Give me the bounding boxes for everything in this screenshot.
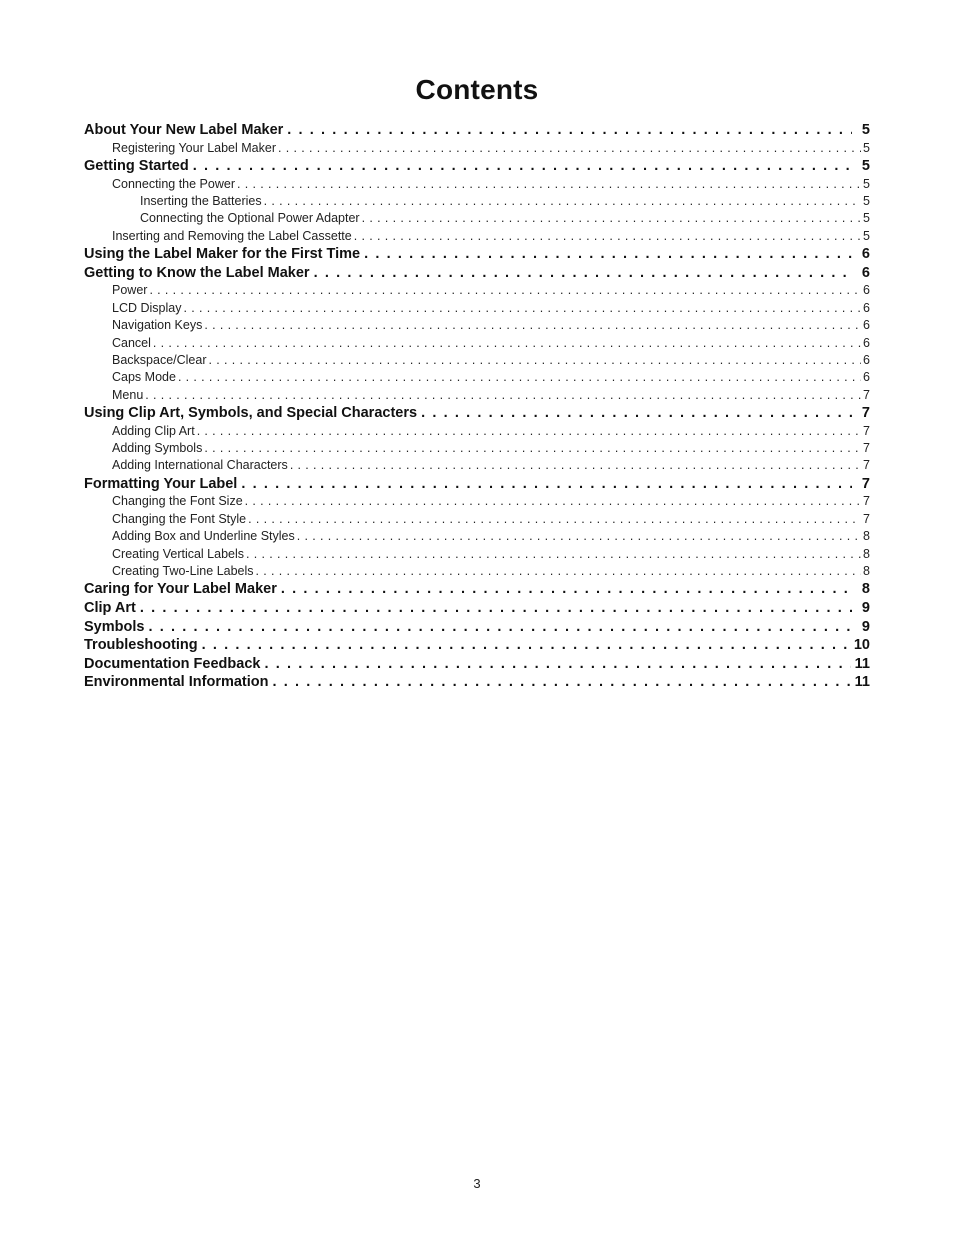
toc-entry-label: Power xyxy=(112,283,148,298)
toc-entry-page-number: 9 xyxy=(861,618,870,635)
dot-leader xyxy=(278,140,861,157)
toc-entry-label: Using the Label Maker for the First Time xyxy=(84,246,361,263)
toc-entry-label: Troubleshooting xyxy=(84,637,198,654)
toc-entry-page-number: 5 xyxy=(861,157,870,174)
toc-section-entry[interactable] xyxy=(84,636,870,655)
toc-entry-label: Registering Your Label Maker xyxy=(112,140,276,155)
toc-entry-label: Creating Vertical Labels xyxy=(112,546,245,561)
toc-entry-label: Connecting the Optional Power Adapter xyxy=(140,211,360,226)
toc-entry-page-number: 9 xyxy=(861,599,870,616)
page-title: Contents xyxy=(415,74,539,105)
toc-subsection-entry[interactable] xyxy=(84,210,870,227)
toc-section-entry[interactable] xyxy=(84,618,870,637)
toc-subsection-entry[interactable] xyxy=(84,511,870,528)
toc-entry-page-number: 7 xyxy=(863,494,870,509)
dot-leader xyxy=(209,352,862,369)
toc-entry-label: Adding Box and Underline Styles xyxy=(112,529,295,544)
toc-entry-label: Adding Symbols xyxy=(112,441,203,456)
dot-leader xyxy=(290,457,861,474)
dot-leader xyxy=(248,511,861,528)
toc-entry-page-number: 7 xyxy=(863,387,870,402)
toc-entry-page-number: 5 xyxy=(861,122,870,138)
toc-entry-label: Formatting Your Label xyxy=(84,475,238,492)
toc-subsection-entry[interactable] xyxy=(84,440,870,457)
toc-entry-page-number: 5 xyxy=(863,176,870,191)
toc-entry-page-number: 6 xyxy=(861,264,870,281)
toc-entry-label: Clip Art xyxy=(84,599,136,616)
dot-leader xyxy=(256,563,862,580)
toc-subsection-entry[interactable] xyxy=(84,369,870,386)
toc-entry-label: Adding International Characters xyxy=(112,458,288,473)
dot-leader xyxy=(183,300,861,317)
dot-leader xyxy=(237,176,861,193)
table-of-contents xyxy=(84,121,870,692)
toc-subsection-entry[interactable] xyxy=(84,335,870,352)
toc-entry-label: Inserting the Batteries xyxy=(140,193,262,208)
toc-entry-page-number: 5 xyxy=(863,140,870,155)
toc-section-entry[interactable] xyxy=(84,121,870,140)
toc-entry-page-number: 7 xyxy=(861,475,870,492)
toc-subsection-entry[interactable] xyxy=(84,457,870,474)
toc-subsection-entry[interactable] xyxy=(84,528,870,545)
dot-leader xyxy=(314,264,852,283)
toc-entry-label: Cancel xyxy=(112,335,151,350)
toc-entry-page-number: 6 xyxy=(863,318,870,333)
toc-entry-label: Documentation Feedback xyxy=(84,655,261,672)
toc-entry-label: Caring for Your Label Maker xyxy=(84,581,277,598)
dot-leader xyxy=(193,157,852,176)
dot-leader xyxy=(264,193,861,210)
toc-section-entry[interactable] xyxy=(84,580,870,599)
toc-subsection-entry[interactable] xyxy=(84,300,870,317)
toc-entry-page-number: 6 xyxy=(863,352,870,367)
dot-leader xyxy=(178,369,861,386)
toc-subsection-entry[interactable] xyxy=(84,176,870,193)
toc-entry-page-number: 7 xyxy=(863,423,870,438)
toc-section-entry[interactable] xyxy=(84,245,870,264)
toc-entry-label: About Your New Label Maker xyxy=(84,122,284,138)
dot-leader xyxy=(354,228,861,245)
toc-entry-label: Environmental Information xyxy=(84,674,269,691)
toc-subsection-entry[interactable] xyxy=(84,193,870,210)
toc-entry-page-number: 6 xyxy=(863,370,870,385)
dot-leader xyxy=(421,404,852,423)
toc-subsection-entry[interactable] xyxy=(84,352,870,369)
toc-subsection-entry[interactable] xyxy=(84,493,870,510)
toc-entry-page-number: 6 xyxy=(863,300,870,315)
dot-leader xyxy=(241,475,852,494)
dot-leader xyxy=(246,546,861,563)
toc-entry-page-number: 5 xyxy=(863,193,870,208)
toc-entry-page-number: 10 xyxy=(853,637,870,654)
toc-subsection-entry[interactable] xyxy=(84,563,870,580)
toc-entry-label: Creating Two-Line Labels xyxy=(112,563,254,578)
toc-entry-page-number: 6 xyxy=(861,246,870,263)
toc-subsection-entry[interactable] xyxy=(84,387,870,404)
toc-entry-page-number: 5 xyxy=(863,211,870,226)
toc-subsection-entry[interactable] xyxy=(84,282,870,299)
toc-section-entry[interactable] xyxy=(84,475,870,494)
toc-section-entry[interactable] xyxy=(84,673,870,692)
toc-entry-label: Caps Mode xyxy=(112,370,176,385)
toc-entry-page-number: 6 xyxy=(863,283,870,298)
toc-entry-label: Connecting the Power xyxy=(112,176,235,191)
dot-leader xyxy=(281,580,852,599)
toc-entry-label: Menu xyxy=(112,387,144,402)
toc-entry-label: Getting Started xyxy=(84,157,189,174)
toc-subsection-entry[interactable] xyxy=(84,317,870,334)
dot-leader xyxy=(362,210,861,227)
toc-section-entry[interactable] xyxy=(84,655,870,674)
toc-entry-label: LCD Display xyxy=(112,300,182,315)
dot-leader xyxy=(364,245,852,264)
toc-entry-page-number: 8 xyxy=(863,529,870,544)
toc-section-entry[interactable] xyxy=(84,599,870,618)
dot-leader xyxy=(145,387,861,404)
toc-entry-label: Getting to Know the Label Maker xyxy=(84,264,310,281)
dot-leader xyxy=(264,655,850,674)
toc-subsection-entry[interactable] xyxy=(84,423,870,440)
dot-leader xyxy=(273,673,851,692)
toc-section-entry[interactable] xyxy=(84,264,870,283)
toc-entry-page-number: 11 xyxy=(854,655,870,672)
toc-entry-label: Navigation Keys xyxy=(112,318,203,333)
dot-leader xyxy=(148,618,852,637)
toc-entry-page-number: 6 xyxy=(863,335,870,350)
dot-leader xyxy=(202,636,850,655)
toc-section-entry[interactable] xyxy=(84,404,870,423)
toc-entry-label: Adding Clip Art xyxy=(112,423,195,438)
dot-leader xyxy=(204,317,861,334)
toc-entry-page-number: 7 xyxy=(863,441,870,456)
toc-subsection-entry[interactable] xyxy=(84,228,870,245)
toc-entry-page-number: 8 xyxy=(861,581,870,598)
toc-entry-page-number: 7 xyxy=(863,511,870,526)
page-number: 3 xyxy=(473,1176,481,1191)
toc-entry-label: Using Clip Art, Symbols, and Special Characters xyxy=(84,405,418,422)
dot-leader xyxy=(204,440,861,457)
toc-entry-label: Inserting and Removing the Label Cassette xyxy=(112,228,352,243)
toc-subsection-entry[interactable] xyxy=(84,546,870,563)
dot-leader xyxy=(153,335,861,352)
dot-leader xyxy=(197,423,861,440)
dot-leader xyxy=(149,282,861,299)
toc-entry-label: Symbols xyxy=(84,618,145,635)
toc-entry-page-number: 5 xyxy=(863,228,870,243)
dot-leader xyxy=(297,528,861,545)
toc-entry-label: Changing the Font Size xyxy=(112,494,243,509)
toc-entry-page-number: 11 xyxy=(854,674,870,691)
dot-leader xyxy=(140,599,852,618)
toc-entry-page-number: 8 xyxy=(863,546,870,561)
dot-leader xyxy=(245,493,861,510)
toc-entry-page-number: 7 xyxy=(863,458,870,473)
dot-leader xyxy=(287,121,852,140)
toc-entry-label: Backspace/Clear xyxy=(112,352,207,367)
toc-section-entry[interactable] xyxy=(84,157,870,176)
toc-entry-label: Changing the Font Style xyxy=(112,511,247,526)
toc-subsection-entry[interactable] xyxy=(84,140,870,157)
toc-entry-page-number: 7 xyxy=(861,405,870,422)
toc-entry-page-number: 8 xyxy=(863,563,870,578)
